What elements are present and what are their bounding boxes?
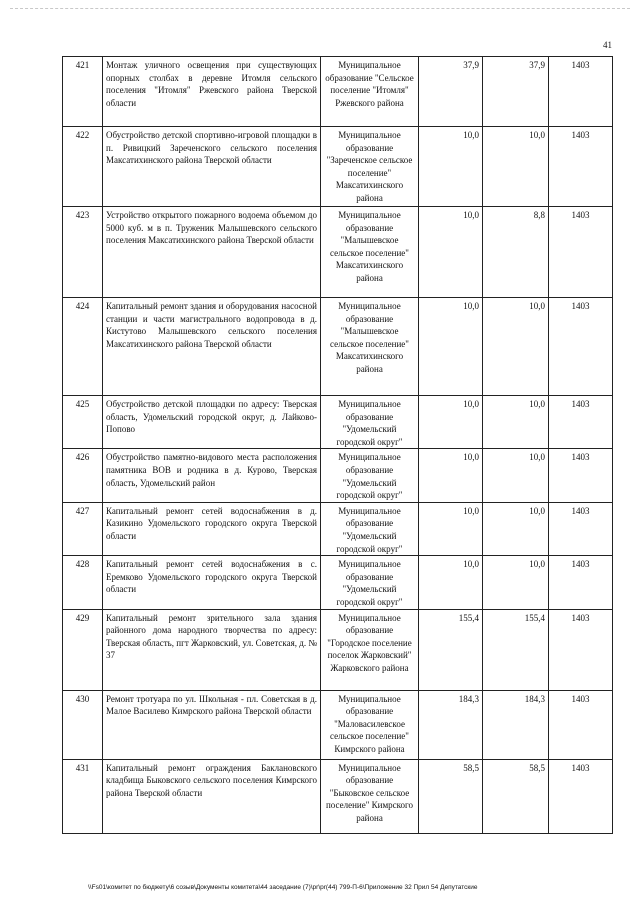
row-number: 427 bbox=[63, 502, 103, 555]
work-description: Капитальный ремонт здания и оборудования насосной станции и части магистрального водопровода в д. Кистутово Малышевского сельского поселения Максатихинского района Тверской области bbox=[103, 298, 321, 396]
row-number: 428 bbox=[63, 556, 103, 609]
table-row bbox=[63, 690, 613, 759]
amount-planned: 155,4 bbox=[419, 609, 483, 690]
recipient-municipality: Муниципальное образование "Сельское поселение "Итомля" Ржевского района bbox=[321, 57, 419, 127]
table-row bbox=[63, 609, 613, 690]
amount-executed: 8,8 bbox=[483, 207, 549, 298]
recipient-municipality: Муниципальное образование "Малышевское сельское поселение" Максатихинского района bbox=[321, 207, 419, 298]
table-row bbox=[63, 449, 613, 502]
amount-planned: 10,0 bbox=[419, 127, 483, 207]
row-number: 424 bbox=[63, 298, 103, 396]
section-code: 1403 bbox=[549, 127, 613, 207]
footer-file-path: \\Fs01\комитет по бюджету\6 созыв\Документы комитета\44 заседание (7)\pr\pr(44) 799-П-6\Приложение 32 Прил 54 Депутатские bbox=[88, 884, 478, 891]
amount-executed: 58,5 bbox=[483, 759, 549, 833]
amount-planned: 58,5 bbox=[419, 759, 483, 833]
row-number: 431 bbox=[63, 759, 103, 833]
recipient-municipality: Муниципальное образование "Зареченское сельское поселение" Максатихинского района bbox=[321, 127, 419, 207]
allocation-table bbox=[62, 56, 613, 834]
recipient-municipality: Муниципальное образование "Удомельский городской округ" bbox=[321, 396, 419, 449]
section-code: 1403 bbox=[549, 759, 613, 833]
row-number: 430 bbox=[63, 690, 103, 759]
page-number: 41 bbox=[603, 40, 612, 50]
row-number: 423 bbox=[63, 207, 103, 298]
amount-executed: 37,9 bbox=[483, 57, 549, 127]
table-row bbox=[63, 207, 613, 298]
top-scan-rule bbox=[10, 8, 630, 9]
table-row bbox=[63, 396, 613, 449]
amount-planned: 184,3 bbox=[419, 690, 483, 759]
recipient-municipality: Муниципальное образование "Быковское сельское поселение" Кимрского района bbox=[321, 759, 419, 833]
amount-planned: 37,9 bbox=[419, 57, 483, 127]
work-description: Обустройство памятно-видового места расположения памятника ВОВ и родника в д. Курово, Тверская область, Удомельский район bbox=[103, 449, 321, 502]
amount-planned: 10,0 bbox=[419, 396, 483, 449]
section-code: 1403 bbox=[549, 57, 613, 127]
amount-executed: 10,0 bbox=[483, 127, 549, 207]
section-code: 1403 bbox=[549, 396, 613, 449]
section-code: 1403 bbox=[549, 449, 613, 502]
amount-executed: 10,0 bbox=[483, 556, 549, 609]
section-code: 1403 bbox=[549, 609, 613, 690]
amount-planned: 10,0 bbox=[419, 449, 483, 502]
row-number: 426 bbox=[63, 449, 103, 502]
amount-executed: 10,0 bbox=[483, 396, 549, 449]
amount-executed: 184,3 bbox=[483, 690, 549, 759]
amount-executed: 155,4 bbox=[483, 609, 549, 690]
row-number: 425 bbox=[63, 396, 103, 449]
amount-planned: 10,0 bbox=[419, 502, 483, 555]
table-row bbox=[63, 759, 613, 833]
amount-executed: 10,0 bbox=[483, 298, 549, 396]
table-row bbox=[63, 502, 613, 555]
work-description: Обустройство детской площадки по адресу: Тверская область, Удомельский городской округ, д. Лайково-Попово bbox=[103, 396, 321, 449]
row-number: 421 bbox=[63, 57, 103, 127]
table-row bbox=[63, 57, 613, 127]
recipient-municipality: Муниципальное образование "Маловасилевское сельское поселение" Кимрского района bbox=[321, 690, 419, 759]
row-number: 422 bbox=[63, 127, 103, 207]
work-description: Капитальный ремонт сетей водоснабжения в с. Еремково Удомельского городского округа Тверской области bbox=[103, 556, 321, 609]
table-row bbox=[63, 556, 613, 609]
section-code: 1403 bbox=[549, 556, 613, 609]
table-row bbox=[63, 298, 613, 396]
amount-planned: 10,0 bbox=[419, 556, 483, 609]
work-description: Капитальный ремонт сетей водоснабжения в д. Казикино Удомельского городского округа Тверской области bbox=[103, 502, 321, 555]
recipient-municipality: Муниципальное образование "Городское поселение поселок Жарковский" Жарковского района bbox=[321, 609, 419, 690]
work-description: Обустройство детской спортивно-игровой площадки в п. Ривицкий Зареченского сельского поселения Максатихинского района Тверской области bbox=[103, 127, 321, 207]
section-code: 1403 bbox=[549, 298, 613, 396]
table-row bbox=[63, 127, 613, 207]
work-description: Монтаж уличного освещения при существующих опорных столбах в деревне Итомля сельского поселения "Итомля" Ржевского района Тверской области bbox=[103, 57, 321, 127]
amount-planned: 10,0 bbox=[419, 207, 483, 298]
amount-executed: 10,0 bbox=[483, 449, 549, 502]
recipient-municipality: Муниципальное образование "Удомельский городской округ" bbox=[321, 502, 419, 555]
amount-executed: 10,0 bbox=[483, 502, 549, 555]
work-description: Капитальный ремонт ограждения Баклановского кладбища Быковского сельского поселения Кимрского района Тверской области bbox=[103, 759, 321, 833]
section-code: 1403 bbox=[549, 502, 613, 555]
work-description: Ремонт тротуара по ул. Школьная - пл. Советская в д. Малое Василево Кимрского района Тверской области bbox=[103, 690, 321, 759]
recipient-municipality: Муниципальное образование "Малышевское сельское поселение" Максатихинского района bbox=[321, 298, 419, 396]
work-description: Капитальный ремонт зрительного зала здания районного дома народного творчества по адресу: Тверская область, пгт Жарковский, ул. Советская, д. № 37 bbox=[103, 609, 321, 690]
row-number: 429 bbox=[63, 609, 103, 690]
recipient-municipality: Муниципальное образование "Удомельский городской округ" bbox=[321, 449, 419, 502]
section-code: 1403 bbox=[549, 690, 613, 759]
section-code: 1403 bbox=[549, 207, 613, 298]
recipient-municipality: Муниципальное образование "Удомельский городской округ" bbox=[321, 556, 419, 609]
work-description: Устройство открытого пожарного водоема объемом до 5000 куб. м в п. Труженик Малышевского сельского поселения Максатихинского района Тверской области bbox=[103, 207, 321, 298]
amount-planned: 10,0 bbox=[419, 298, 483, 396]
